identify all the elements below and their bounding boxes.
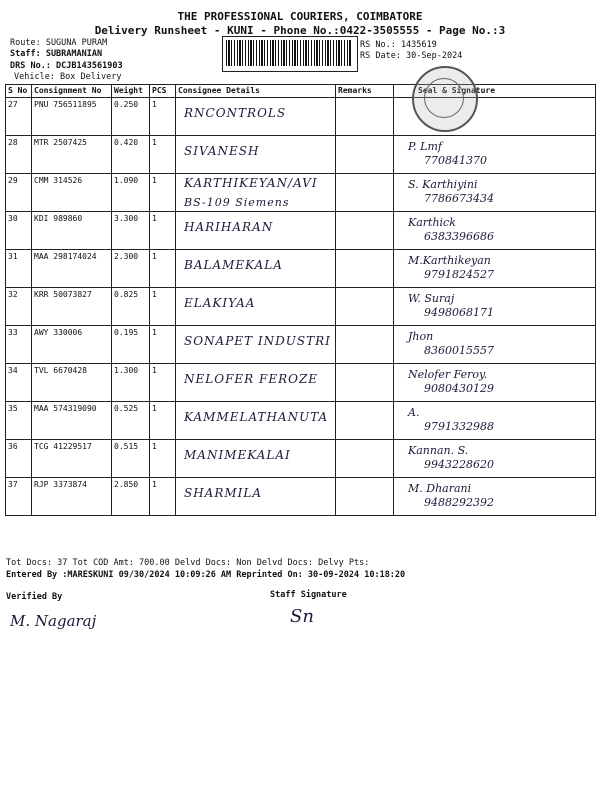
row-remarks — [336, 326, 394, 364]
staff-text: Staff: SUBRAMANIAN — [10, 49, 103, 59]
courier-seal-stamp — [412, 66, 478, 132]
receiver-signature: Jhon — [408, 330, 434, 343]
rs-date: RS Date: 30-Sep-2024 — [360, 51, 463, 61]
row-sno: 32 — [6, 288, 32, 326]
consignee-name: HARIHARAN — [184, 220, 274, 234]
row-consignment-no: KRR 50073827 — [32, 288, 112, 326]
row-consignee — [176, 326, 336, 364]
row-remarks — [336, 478, 394, 516]
row-sno: 35 — [6, 402, 32, 440]
row-remarks — [336, 364, 394, 402]
row-weight: 1.300 — [112, 364, 150, 402]
row-seal-signature — [394, 136, 596, 174]
receiver-signature: S. Karthiyini — [408, 178, 478, 191]
table-row — [6, 364, 596, 402]
row-pcs: 1 — [150, 288, 176, 326]
receiver-phone: 6383396686 — [424, 230, 494, 243]
row-seal-signature — [394, 364, 596, 402]
rs-number: RS No.: 1435619 — [360, 40, 437, 50]
row-consignee — [176, 478, 336, 516]
row-consignee — [176, 136, 336, 174]
row-weight: 2.850 — [112, 478, 150, 516]
receiver-signature: M.Karthikeyan — [408, 254, 491, 267]
row-consignee — [176, 440, 336, 478]
table-row — [6, 212, 596, 250]
receiver-phone: 9791824527 — [424, 268, 494, 281]
row-sno: 33 — [6, 326, 32, 364]
verified-signature: M. Nagaraj — [10, 612, 97, 630]
receiver-signature: Nelofer Feroy. — [408, 368, 488, 381]
receiver-phone: 7786673434 — [424, 192, 494, 205]
receiver-phone: 770841370 — [424, 154, 487, 167]
receiver-signature: A. — [408, 406, 420, 419]
entered-line: Entered By :MARESKUNI 09/30/2024 10:09:26 AM Reprinted On: 30-09-2024 10:18:20 — [6, 570, 406, 580]
barcode-icon — [226, 40, 352, 66]
receiver-phone: 9488292392 — [424, 496, 494, 509]
consignee-name: KAMMELATHANUTA — [184, 410, 329, 424]
consignee-name: SHARMILA — [184, 486, 263, 500]
row-pcs: 1 — [150, 440, 176, 478]
consignee-extra: BS-109 Siemens — [184, 196, 290, 209]
row-sno: 34 — [6, 364, 32, 402]
consignee-name: SONAPET INDUSTRI — [184, 334, 331, 348]
consignee-name: RNCONTROLS — [184, 106, 287, 120]
row-consignment-no: TCG 41229517 — [32, 440, 112, 478]
row-pcs: 1 — [150, 136, 176, 174]
row-sno: 29 — [6, 174, 32, 212]
staff-signature-label: Staff Signature — [270, 590, 347, 600]
row-seal-signature — [394, 402, 596, 440]
table-row — [6, 478, 596, 516]
row-remarks — [336, 288, 394, 326]
row-weight: 2.300 — [112, 250, 150, 288]
col-seal-signature: Seal & Signature — [394, 85, 596, 98]
col-weight: Weight — [112, 85, 150, 98]
row-weight: 0.250 — [112, 98, 150, 136]
table-header-row — [6, 85, 596, 98]
row-remarks — [336, 98, 394, 136]
consignee-name: ELAKIYAA — [184, 296, 256, 310]
row-consignee — [176, 98, 336, 136]
row-weight: 1.090 — [112, 174, 150, 212]
row-consignment-no: MTR 2507425 — [32, 136, 112, 174]
table-row — [6, 136, 596, 174]
row-pcs: 1 — [150, 98, 176, 136]
row-seal-signature — [394, 326, 596, 364]
table-row — [6, 288, 596, 326]
row-seal-signature — [394, 288, 596, 326]
row-pcs: 1 — [150, 212, 176, 250]
table-row — [6, 98, 596, 136]
row-seal-signature — [394, 440, 596, 478]
consignee-name: BALAMEKALA — [184, 258, 283, 272]
col-sno: S No — [6, 85, 32, 98]
row-weight: 3.300 — [112, 212, 150, 250]
row-consignee — [176, 402, 336, 440]
receiver-signature: W. Suraj — [408, 292, 455, 305]
row-weight: 0.515 — [112, 440, 150, 478]
receiver-phone: 9791332988 — [424, 420, 494, 433]
row-consignment-no: KDI 989860 — [32, 212, 112, 250]
company-title: THE PROFESSIONAL COURIERS, COIMBATORE — [177, 10, 423, 23]
row-consignment-no: CMM 314526 — [32, 174, 112, 212]
row-remarks — [336, 174, 394, 212]
row-sno: 37 — [6, 478, 32, 516]
consignee-name: KARTHIKEYAN/AVI — [184, 176, 318, 190]
row-consignee — [176, 212, 336, 250]
row-remarks — [336, 212, 394, 250]
row-consignee — [176, 288, 336, 326]
row-sno: 36 — [6, 440, 32, 478]
row-pcs: 1 — [150, 478, 176, 516]
row-consignment-no: RJP 3373874 — [32, 478, 112, 516]
row-seal-signature — [394, 478, 596, 516]
receiver-phone: 9943228620 — [424, 458, 494, 471]
staff-signature: Sn — [290, 606, 314, 627]
receiver-signature: M. Dharani — [408, 482, 472, 495]
row-sno: 28 — [6, 136, 32, 174]
route-text: Route: SUGUNA PURAM — [10, 38, 108, 48]
col-remarks: Remarks — [336, 85, 394, 98]
row-remarks — [336, 250, 394, 288]
row-consignment-no: AWY 330006 — [32, 326, 112, 364]
row-sno: 31 — [6, 250, 32, 288]
table-row — [6, 440, 596, 478]
row-weight: 0.525 — [112, 402, 150, 440]
row-pcs: 1 — [150, 326, 176, 364]
row-remarks — [336, 136, 394, 174]
vehicle-text: Vehicle: Box Delivery — [14, 72, 122, 82]
row-remarks — [336, 402, 394, 440]
receiver-signature: Kannan. S. — [408, 444, 469, 457]
col-consignee: Consignee Details — [176, 85, 336, 98]
row-weight: 0.825 — [112, 288, 150, 326]
row-consignment-no: MAA 574319090 — [32, 402, 112, 440]
table-row — [6, 326, 596, 364]
receiver-phone: 8360015557 — [424, 344, 494, 357]
row-consignment-no: MAA 298174024 — [32, 250, 112, 288]
row-pcs: 1 — [150, 250, 176, 288]
receiver-signature: Karthick — [408, 216, 456, 229]
row-seal-signature — [394, 174, 596, 212]
col-consignment: Consignment No — [32, 85, 112, 98]
table-row — [6, 402, 596, 440]
row-consignee — [176, 364, 336, 402]
runsheet-title: Delivery Runsheet - KUNI - Phone No.:0422-3505555 - Page No.:3 — [94, 24, 506, 37]
consignee-name: SIVANESH — [184, 144, 260, 158]
receiver-phone: 9498068171 — [424, 306, 494, 319]
row-pcs: 1 — [150, 364, 176, 402]
row-remarks — [336, 440, 394, 478]
col-pcs: PCS — [150, 85, 176, 98]
table-row — [6, 174, 596, 212]
row-consignee — [176, 174, 336, 212]
drs-number: DRS No.: DCJB143561903 — [10, 61, 123, 71]
row-seal-signature — [394, 250, 596, 288]
row-weight: 0.195 — [112, 326, 150, 364]
table-row — [6, 250, 596, 288]
runsheet-table — [5, 84, 596, 516]
row-pcs: 1 — [150, 402, 176, 440]
totals-line: Tot Docs: 37 Tot COD Amt: 700.00 Delvd Docs: Non Delvd Docs: Delvy Pts: — [6, 558, 370, 568]
receiver-signature: P. Lmf — [408, 140, 442, 153]
row-weight: 0.420 — [112, 136, 150, 174]
verified-label: Verified By — [6, 592, 63, 602]
receiver-phone: 9080430129 — [424, 382, 494, 395]
row-consignment-no: TVL 6670428 — [32, 364, 112, 402]
consignee-name: NELOFER FEROZE — [184, 372, 319, 386]
row-sno: 27 — [6, 98, 32, 136]
row-consignee — [176, 250, 336, 288]
row-sno: 30 — [6, 212, 32, 250]
row-pcs: 1 — [150, 174, 176, 212]
row-consignment-no: PNU 756511895 — [32, 98, 112, 136]
consignee-name: MANIMEKALAI — [184, 448, 291, 462]
row-seal-signature — [394, 212, 596, 250]
